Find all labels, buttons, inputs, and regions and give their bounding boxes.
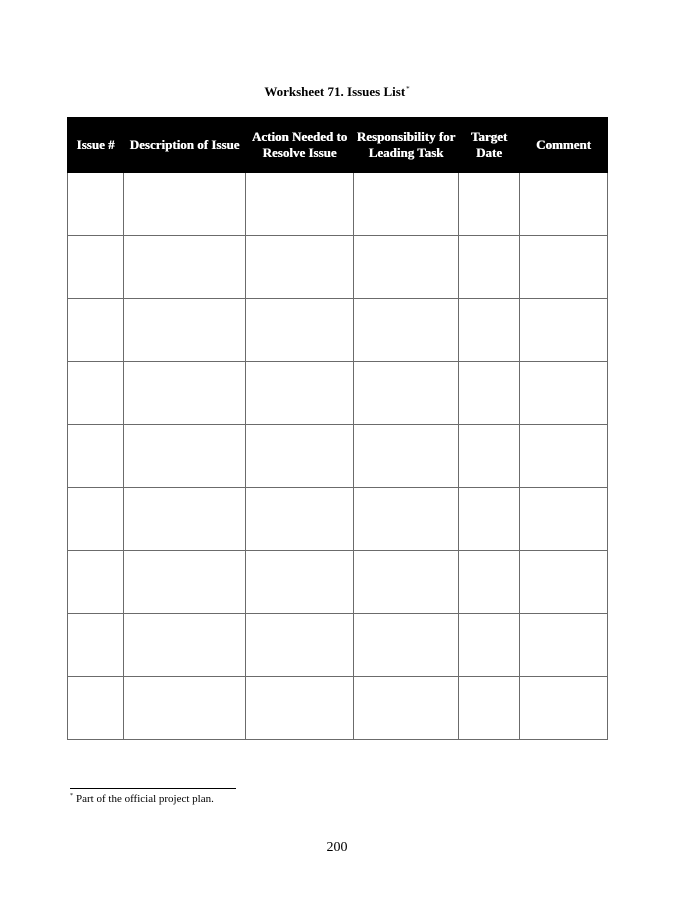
page-number: 200 <box>326 840 348 855</box>
cell-target-date[interactable] <box>459 173 520 236</box>
header-action-needed: Action Needed to Resolve Issue <box>246 118 354 173</box>
footnote <box>70 793 214 805</box>
cell-comment[interactable] <box>520 488 608 551</box>
header-row <box>68 118 608 173</box>
cell-action-needed[interactable] <box>246 299 354 362</box>
cell-description[interactable] <box>124 425 246 488</box>
table-row <box>68 236 608 299</box>
issues-table-body <box>68 173 608 740</box>
cell-description[interactable] <box>124 677 246 740</box>
cell-action-needed[interactable] <box>246 614 354 677</box>
cell-description[interactable] <box>124 614 246 677</box>
cell-issue-number[interactable] <box>68 362 124 425</box>
footnote-text: Part of the official project plan. <box>76 793 214 805</box>
header-comment: Comment <box>520 118 608 173</box>
cell-description[interactable] <box>124 551 246 614</box>
cell-comment[interactable] <box>520 551 608 614</box>
cell-issue-number[interactable] <box>68 299 124 362</box>
header-responsibility: Responsibility for Leading Task <box>354 118 459 173</box>
header-description: Description of Issue <box>124 118 246 173</box>
cell-responsibility[interactable] <box>354 299 459 362</box>
cell-description[interactable] <box>124 299 246 362</box>
cell-responsibility[interactable] <box>354 614 459 677</box>
cell-action-needed[interactable] <box>246 173 354 236</box>
cell-target-date[interactable] <box>459 614 520 677</box>
cell-responsibility[interactable] <box>354 425 459 488</box>
header-issue-number: Issue # <box>68 118 124 173</box>
cell-comment[interactable] <box>520 614 608 677</box>
cell-action-needed[interactable] <box>246 677 354 740</box>
cell-issue-number[interactable] <box>68 488 124 551</box>
cell-target-date[interactable] <box>459 488 520 551</box>
cell-comment[interactable] <box>520 362 608 425</box>
cell-issue-number[interactable] <box>68 236 124 299</box>
cell-issue-number[interactable] <box>68 614 124 677</box>
cell-target-date[interactable] <box>459 362 520 425</box>
table-row <box>68 677 608 740</box>
cell-responsibility[interactable] <box>354 488 459 551</box>
table-row <box>68 614 608 677</box>
table-row <box>68 425 608 488</box>
table-row <box>68 551 608 614</box>
title-footnote-marker: * <box>406 84 410 93</box>
cell-action-needed[interactable] <box>246 362 354 425</box>
cell-action-needed[interactable] <box>246 425 354 488</box>
cell-comment[interactable] <box>520 236 608 299</box>
cell-target-date[interactable] <box>459 677 520 740</box>
cell-comment[interactable] <box>520 677 608 740</box>
cell-target-date[interactable] <box>459 425 520 488</box>
table-row <box>68 173 608 236</box>
cell-description[interactable] <box>124 236 246 299</box>
cell-action-needed[interactable] <box>246 236 354 299</box>
cell-action-needed[interactable] <box>246 551 354 614</box>
cell-issue-number[interactable] <box>68 425 124 488</box>
cell-comment[interactable] <box>520 299 608 362</box>
cell-responsibility[interactable] <box>354 677 459 740</box>
cell-issue-number[interactable] <box>68 677 124 740</box>
cell-comment[interactable] <box>520 173 608 236</box>
cell-responsibility[interactable] <box>354 551 459 614</box>
table-row <box>68 488 608 551</box>
footnote-rule <box>70 788 236 789</box>
cell-description[interactable] <box>124 173 246 236</box>
cell-description[interactable] <box>124 488 246 551</box>
issues-table <box>67 117 608 740</box>
cell-target-date[interactable] <box>459 551 520 614</box>
footnote-marker: * <box>70 793 73 800</box>
cell-responsibility[interactable] <box>354 362 459 425</box>
table-row <box>68 362 608 425</box>
worksheet-title <box>0 84 674 100</box>
cell-issue-number[interactable] <box>68 173 124 236</box>
cell-action-needed[interactable] <box>246 488 354 551</box>
table-row <box>68 299 608 362</box>
cell-responsibility[interactable] <box>354 173 459 236</box>
cell-comment[interactable] <box>520 425 608 488</box>
cell-target-date[interactable] <box>459 236 520 299</box>
cell-responsibility[interactable] <box>354 236 459 299</box>
cell-issue-number[interactable] <box>68 551 124 614</box>
worksheet-title-text: Worksheet 71. Issues List <box>264 84 406 99</box>
cell-description[interactable] <box>124 362 246 425</box>
header-target-date: Target Date <box>459 118 520 173</box>
cell-target-date[interactable] <box>459 299 520 362</box>
